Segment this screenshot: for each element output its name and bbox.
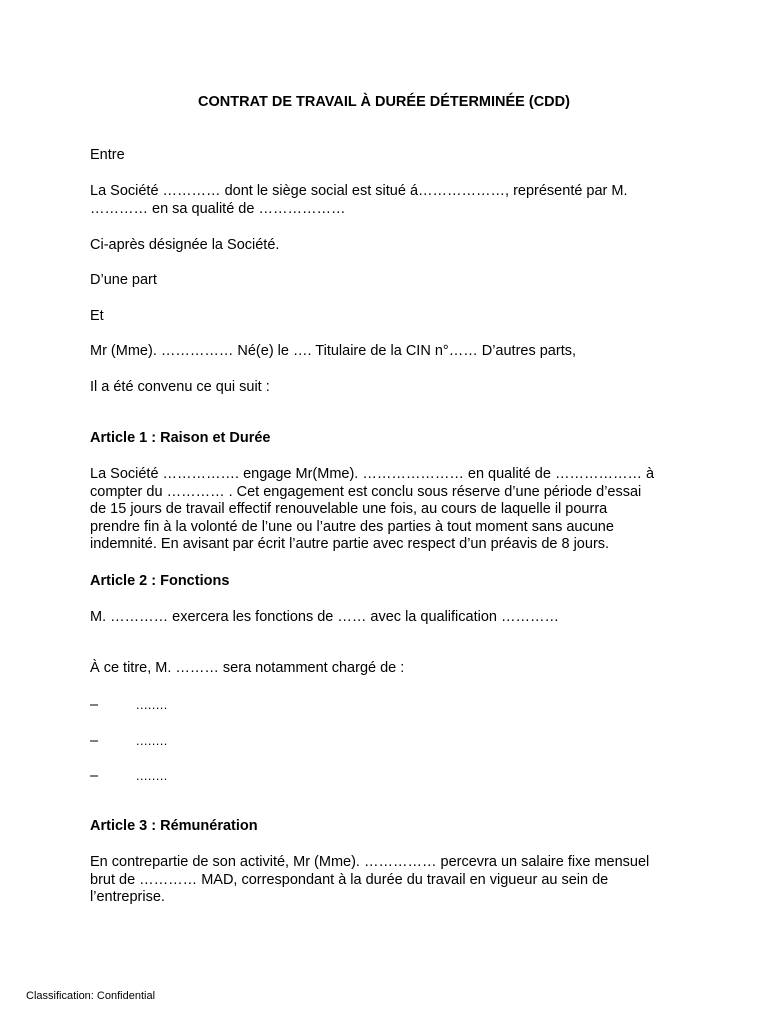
- list-item: [90, 697, 390, 714]
- societe-paragraph: [90, 183, 690, 218]
- article-2-charge: À ce titre, M. ……… sera notamment chargé de :: [90, 660, 405, 676]
- article-1-heading: Article 1 : Raison et Durée: [90, 430, 271, 446]
- dash-bullet: –: [90, 733, 99, 749]
- list-item: [90, 733, 390, 750]
- article-3-body: [90, 854, 690, 907]
- article-2-heading: Article 2 : Fonctions: [90, 573, 230, 589]
- employee-text: Mr (Mme). …………… Né(e) le …. Titulaire de la CIN n°…… D’autres parts,: [90, 343, 577, 359]
- article-3-line: l’entreprise.: [90, 889, 165, 905]
- entre-text: Entre: [90, 147, 125, 163]
- article-2-functions: M. ………… exercera les fonctions de …… avec la qualification …………: [90, 609, 559, 625]
- article-1-body: [90, 466, 690, 554]
- article-3-line: brut de ………… MAD, correspondant à la durée du travail en vigueur au sein de: [90, 871, 609, 888]
- article-3-line: En contrepartie de son activité, Mr (Mme). …………… percevra un salaire fixe mensuel: [90, 854, 650, 870]
- list-item-text: ........: [136, 734, 168, 748]
- dash-bullet: –: [90, 697, 99, 713]
- document-title: CONTRAT DE TRAVAIL À DURÉE DÉTERMINÉE (CDD): [198, 94, 570, 110]
- societe-line-1: La Société ………… dont le siège social est situé á………………, représenté par M.: [90, 183, 628, 199]
- list-item-text: ........: [136, 769, 168, 783]
- article-1-line: de 15 jours de travail effectif renouvelable une fois, au cours de laquelle il pourra: [90, 501, 608, 517]
- et-text: Et: [90, 308, 104, 324]
- article-1-line: indemnité. En avisant par écrit l’autre partie avec respect d’un préavis de 8 jours.: [90, 536, 610, 552]
- classification-label: Classification: Confidential: [26, 990, 156, 1002]
- dash-bullet: –: [90, 768, 99, 784]
- article-1-line: La Société ……………. engage Mr(Mme). ………………… en qualité de ……………… à: [90, 466, 655, 482]
- societe-line-2: ………… en sa qualité de ………………: [90, 200, 346, 217]
- article-1-line: compter du ………… . Cet engagement est conclu sous réserve d’une période d’essai: [90, 483, 642, 500]
- article-3-heading: Article 3 : Rémunération: [90, 818, 258, 834]
- list-item-text: ........: [136, 698, 168, 712]
- article-1-line: prendre fin à la volonté de l’une ou l’autre des parties à tout moment sans aucune: [90, 518, 614, 535]
- list-item: [90, 768, 390, 785]
- convenu-text: Il a été convenu ce qui suit :: [90, 379, 270, 395]
- une-part-text: D’une part: [90, 272, 157, 288]
- designation-text: Ci-après désignée la Société.: [90, 237, 280, 253]
